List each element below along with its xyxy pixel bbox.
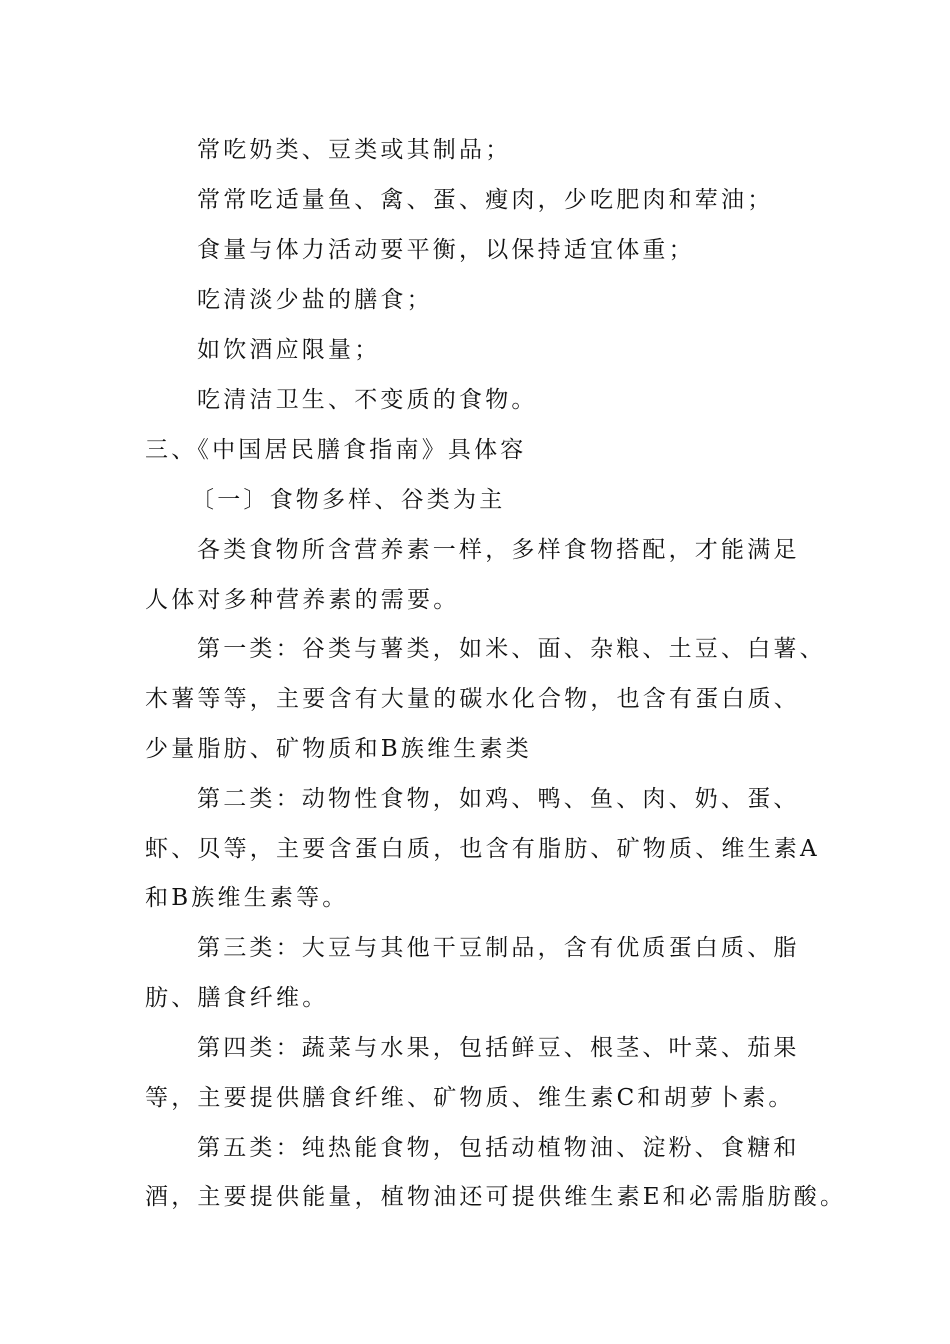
text-line: 吃清淡少盐的膳食； bbox=[197, 287, 433, 313]
subsection-heading: 〔一〕食物多样、谷类为主 bbox=[191, 487, 506, 513]
text-line: 常吃奶类、豆类或其制品； bbox=[197, 137, 512, 163]
text-line: 第二类：动物性食物，如鸡、鸭、鱼、肉、奶、蛋、 bbox=[197, 786, 800, 812]
text-line: 第四类：蔬菜与水果，包括鲜豆、根茎、叶菜、茄果 bbox=[197, 1035, 800, 1061]
section-heading: 三、《中国居民膳食指南》具体容 bbox=[145, 437, 527, 463]
text-line: 食量与体力活动要平衡，以保持适宜体重； bbox=[197, 237, 695, 263]
text-line: 第一类：谷类与薯类，如米、面、杂粮、土豆、白薯、 bbox=[197, 636, 826, 662]
text-line: 少量脂肪、矿物质和B族维生素类 bbox=[145, 736, 532, 762]
text-line: 木薯等等，主要含有大量的碳水化合物，也含有蛋白质、 bbox=[145, 686, 800, 712]
text-line: 等，主要提供膳食纤维、矿物质、维生素C和胡萝卜素。 bbox=[145, 1085, 795, 1111]
text-line: 和B族维生素等。 bbox=[145, 885, 349, 911]
text-line: 肪、膳食纤维。 bbox=[145, 985, 329, 1011]
text-line: 吃清洁卫生、不变质的食物。 bbox=[197, 387, 538, 413]
text-line: 第三类：大豆与其他干豆制品，含有优质蛋白质、脂 bbox=[197, 935, 800, 961]
text-line: 第五类：纯热能食物，包括动植物油、淀粉、食糖和 bbox=[197, 1135, 800, 1161]
text-line: 人体对多种营养素的需要。 bbox=[145, 587, 460, 613]
text-line: 如饮酒应限量； bbox=[197, 337, 381, 363]
text-line: 常常吃适量鱼、禽、蛋、瘦肉，少吃肥肉和荤油； bbox=[197, 187, 774, 213]
text-line: 虾、贝等，主要含蛋白质，也含有脂肪、矿物质、维生素A bbox=[145, 836, 820, 862]
text-line: 各类食物所含营养素一样，多样食物搭配，才能满足 bbox=[197, 537, 800, 563]
text-line: 酒，主要提供能量，植物油还可提供维生素E和必需脂肪酸。 bbox=[145, 1184, 847, 1210]
